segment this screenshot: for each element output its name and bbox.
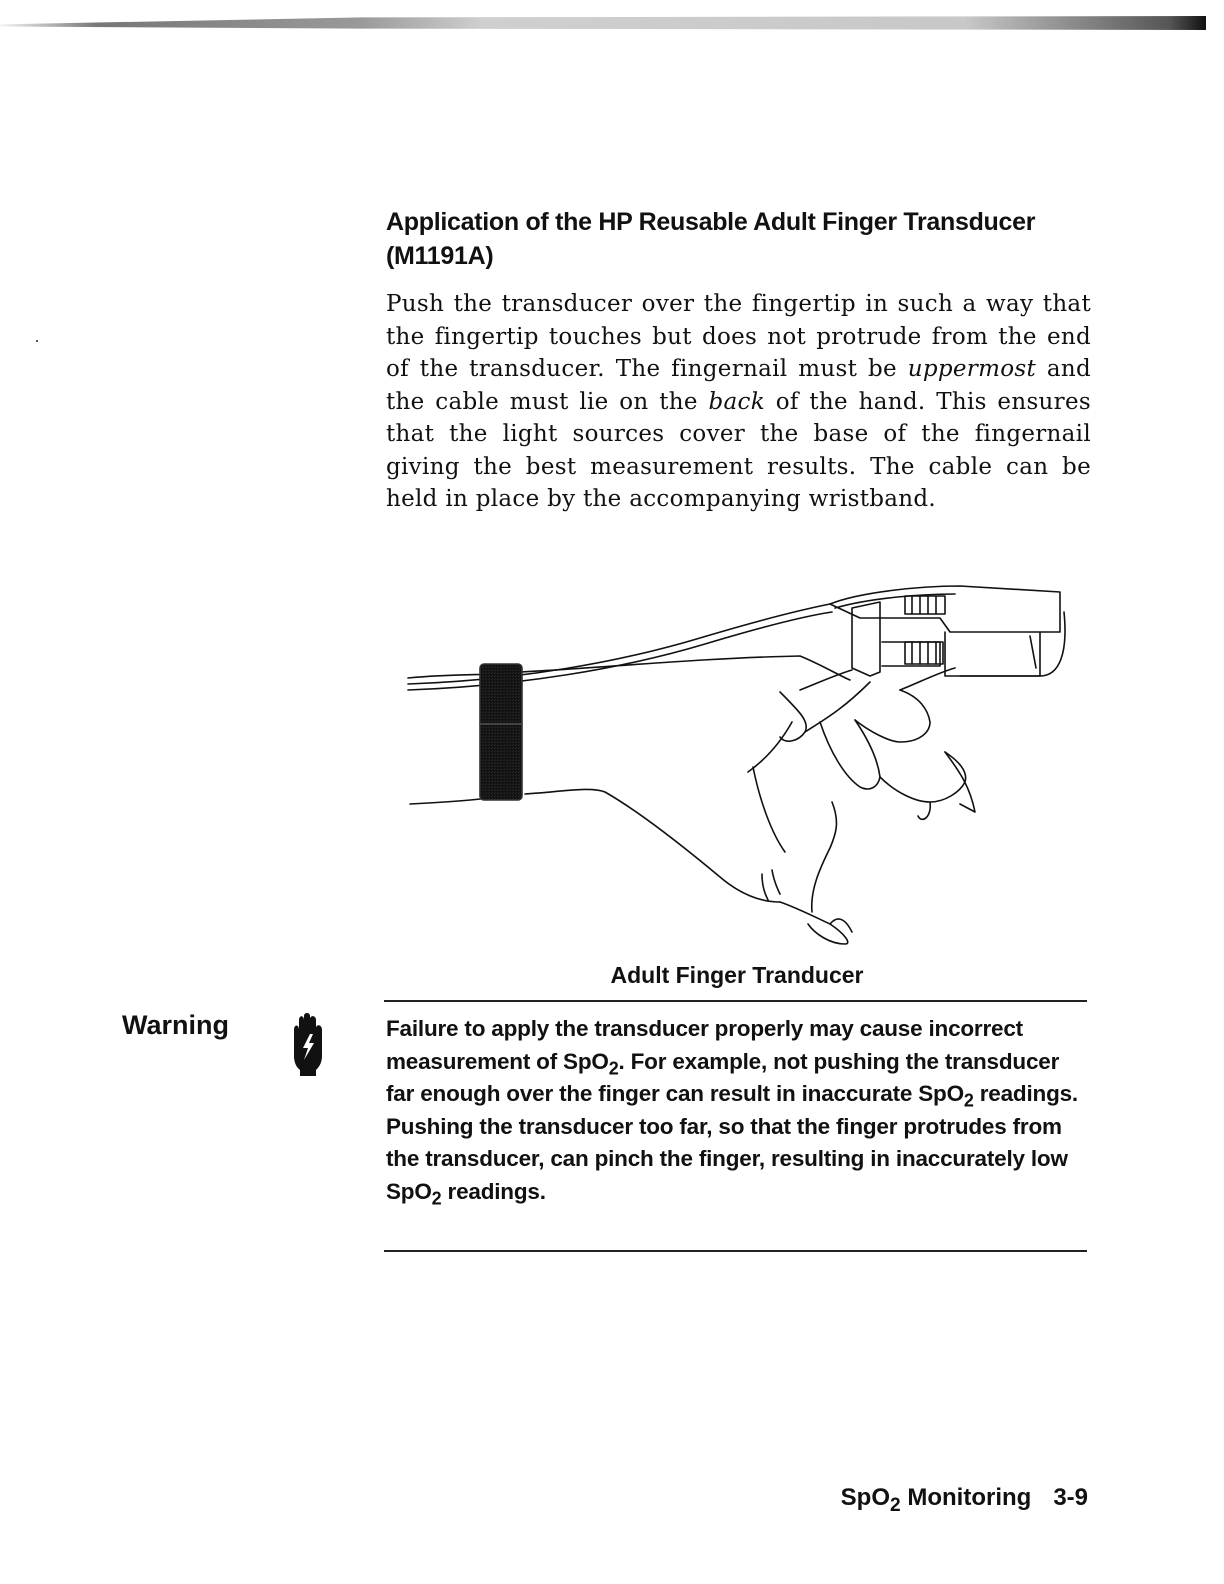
warning-text-4: readings. [441, 1178, 546, 1204]
heading-line-1: Application of the HP Reusable Adult Finger Transducer [386, 208, 1036, 236]
figure-caption: Adult Finger Tranducer [610, 962, 864, 988]
body-text-3: of the hand. This ensures that the light sources cover the base of the fingernail giving the best measurement results. The cable can be held in place by the accompanying wristband. [386, 388, 1091, 512]
warning-text-2: . For example, not pushing the transducer far enough over the finger can result in inaccurate SpO [386, 1048, 1060, 1106]
footer-section-prefix: SpO [840, 1484, 890, 1511]
warning-text-1: Failure to apply the transducer properly may cause incorrect measurement of SpO [386, 1016, 1023, 1074]
warning-label: Warning [122, 1010, 229, 1040]
emphasis-back: back [708, 388, 765, 415]
warning-bottom-rule [384, 1250, 1087, 1252]
subscript-2: 2 [963, 1090, 974, 1111]
instruction-paragraph [386, 288, 1091, 516]
page-footer [840, 1484, 1088, 1516]
subscript-2: 2 [608, 1057, 619, 1078]
body-text-1: Push the transducer over the fingertip in such a way that the fingertip touches but does not protrude from the end of the transducer. The fingernail must be [386, 291, 1091, 382]
emphasis-uppermost: uppermost [907, 356, 1037, 382]
warning-text [386, 1013, 1086, 1208]
warning-text-3: readings. Pushing the transducer too far, so that the finger protrudes from the transducer, can pinch the finger, resulting in inaccurately low SpO [386, 1081, 1078, 1204]
scan-speck [36, 340, 38, 342]
section-heading [386, 205, 1096, 273]
page-number: 3-9 [1053, 1484, 1088, 1511]
subscript-2: 2 [431, 1187, 442, 1208]
body-text-2: and the cable must lie on the [386, 356, 1091, 415]
footer-subscript: 2 [890, 1494, 901, 1516]
heading-line-2: (M1191A) [386, 242, 494, 270]
top-scan-rule [0, 16, 1206, 30]
finger-transducer-illustration [400, 572, 1080, 952]
hand-warning-icon [288, 1012, 328, 1076]
footer-section-title: Monitoring [900, 1484, 1032, 1511]
warning-top-rule [384, 1000, 1087, 1002]
